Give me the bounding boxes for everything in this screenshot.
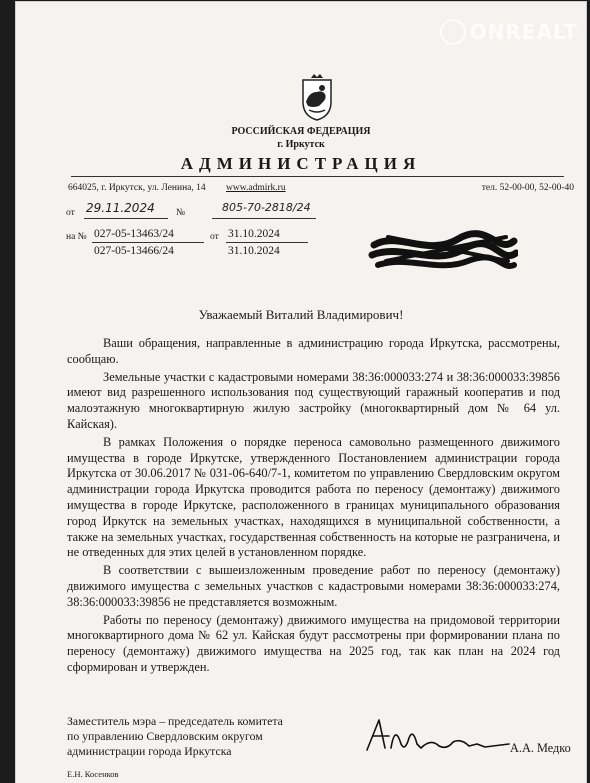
letter-body	[67, 336, 560, 678]
executor-name: Е.Н. Косенков	[67, 769, 119, 779]
out-num-label: №	[176, 208, 186, 218]
coat-of-arms-icon	[289, 72, 345, 122]
header-divider	[71, 176, 564, 177]
website-link: www.admirk.ru	[226, 183, 286, 193]
paragraph: Земельные участки с кадастровыми номерами 38:36:000033:274 и 38:36:000033:39856 имеют вид разрешенного использования под существующий гаражный кооператив и под малоэтажную многоквартирную жилую застройку (многоквартирный дом № 64 ул. Кайская).	[67, 369, 560, 431]
handwritten-signature	[361, 714, 511, 762]
in-num-1: 027-05-13463/24	[94, 228, 174, 240]
address-text: 664025, г. Иркутск, ул. Ленина, 14	[68, 183, 206, 193]
org-title: АДМИНИСТРАЦИЯ	[180, 154, 422, 173]
redacted-recipient	[368, 227, 518, 275]
in-from-label: от	[210, 232, 219, 242]
salutation: Уважаемый Виталий Владимирович!	[198, 307, 404, 322]
signatory-position: Заместитель мэра – председатель комитета по управлению Свердловским округом администрации города Иркутска	[67, 714, 283, 758]
signatory-name: А.А. Медко	[510, 741, 571, 755]
paragraph: В рамках Положения о порядке переноса самовольно размещенного движимого имущества в городе Иркутске, утвержденного Постановлением администрации города Иркутска от 30.06.2017 № 031-06-640/7-1, комитетом по управлению Свердловским округом администрации города Иркутска проводится работа по переносу (демонтажу) движимого имущества в городе Иркутске, расположенного в границах муниципального образования город Иркутск на земельных участках, находящихся в муниципальной собственности, а также на земельных участках, государственная собственность на которые не разграничена, и не отведенных для этих целей в установленном порядке.	[67, 434, 560, 560]
country-title: РОССИЙСКАЯ ФЕДЕРАЦИЯ	[231, 126, 371, 137]
city-title: г. Иркутск	[277, 139, 325, 150]
paragraph: Ваши обращения, направленные в администрацию города Иркутска, рассмотрены, сообщаю.	[67, 336, 560, 366]
paragraph: В соответствии с вышеизложенным проведение работ по переносу (демонтажу) движимого имущества с земельных участков с кадастровыми номерами 38:36:000033:274, 38:36:000033:39856 не представляется возможным.	[67, 563, 560, 609]
in-date-line	[226, 228, 308, 243]
contact-row	[68, 183, 574, 193]
watermark-logo-icon	[440, 19, 466, 45]
in-num-2: 027-05-13466/24	[94, 245, 174, 257]
in-num-label: на №	[66, 232, 87, 242]
in-num-line	[92, 228, 204, 243]
out-num-value: 805-70-2818/24	[222, 201, 311, 214]
in-date-1: 31.10.2024	[228, 228, 280, 240]
letter-sheet	[16, 2, 586, 783]
out-date-label: от	[66, 208, 75, 218]
paragraph: Работы по переносу (демонтажу) движимого имущества на придомовой территории многоквартирного дома № 62 ул. Кайская будут рассмотрены при формировании плана по переносу (демонтажу) движимого имущества на 2025 год, так как план на 2024 год сформирован и утвержден.	[67, 612, 560, 674]
in-date-2: 31.10.2024	[228, 245, 280, 257]
phones-text: тел. 52-00-00, 52-00-40	[481, 183, 574, 193]
out-date-value: 29.11.2024	[86, 201, 155, 215]
watermark: ONREALT	[440, 20, 578, 47]
